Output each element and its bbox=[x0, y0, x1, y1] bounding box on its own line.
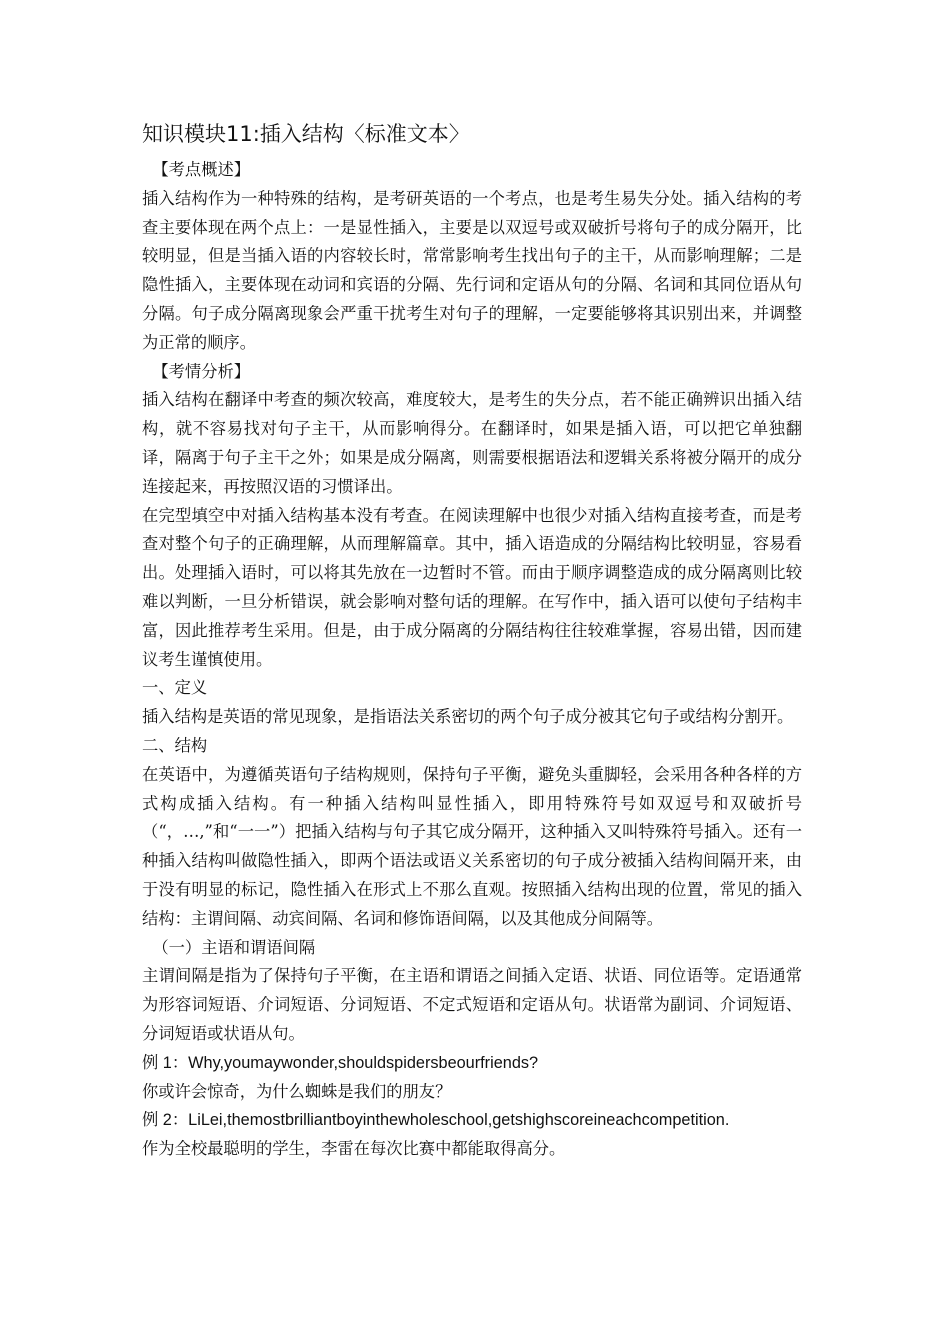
section-heading-overview: 【考点概述】 bbox=[142, 160, 251, 179]
paragraph-analysis-translation: 插入结构在翻译中考查的频次较高，难度较大，是考生的失分点，若不能正确辨识出插入结构，就不容易找对句子主干，从而影响得分。在翻译时，如果是插入语，可以把它单独翻译，隔离于句子主干之外；如果是成分隔离，则需要根据语法和逻辑关系将被分隔开的成分连接起来，再按照汉语的习惯译出。 bbox=[142, 390, 802, 496]
example-2-sentence: 例 2：LiLei,themostbrilliantboyinthewholeschool,getshighscoreineachcompetition. bbox=[142, 1111, 730, 1130]
section-heading-definition: 一、定义 bbox=[142, 678, 208, 698]
paragraph-analysis-reading: 在完型填空中对插入结构基本没有考查。在阅读理解中也很少对插入结构直接考查，而是考查对整个句子的正确理解，从而理解篇章。其中，插入语造成的分隔结构比较明显，容易看出。处理插入语时，可以将其先放在一边暂时不管。而由于顺序调整造成的成分隔离则比较难以判断，一旦分析错误，就会影响对整句话的理解。在写作中，插入语可以使句子结构丰富，因此推荐考生采用。但是，由于成分隔离的分隔结构往往较难掌握，容易出错，因而建议考生谨慎使用。 bbox=[142, 505, 802, 669]
paragraph-overview: 插入结构作为一种特殊的结构，是考研英语的一个考点，也是考生易失分处。插入结构的考查主要体现在两个点上：一是显性插入，主要是以双逗号或双破折号将句子的成分隔开，比较明显，但是当插入语的内容较长时，常常影响考生找出句子的主干，从而影响理解；二是隐性插入，主要体现在动词和宾语的分隔、先行词和定语从句的分隔、名词和其同位语从句分隔。句子成分隔离现象会严重干扰考生对句子的理解，一定要能够将其识别出来，并调整为正常的顺序。 bbox=[142, 188, 802, 352]
document-page bbox=[142, 118, 802, 1164]
document-title: 知识模块11:插入结构〈标准文本〉 bbox=[142, 122, 470, 146]
example-2-translation: 作为全校最聪明的学生，李雷在每次比赛中都能取得高分。 bbox=[142, 1139, 566, 1159]
subsection-heading-subject-predicate: （一）主语和谓语间隔 bbox=[142, 937, 316, 957]
example-1-sentence: 例 1：Why,youmaywonder,shouldspidersbeourfriends? bbox=[142, 1053, 539, 1072]
paragraph-structure: 在英语中，为遵循英语句子结构规则，保持句子平衡，避免头重脚轻，会采用各种各样的方式构成插入结构。有一种插入结构叫显性插入，即用特殊符号如双逗号和双破折号（“，…,”和“一一”）把插入结构与句子其它成分隔开，这种插入又叫特殊符号插入。还有一种插入结构叫做隐性插入，即两个语法或语义关系密切的句子成分被插入结构间隔开来，由于没有明显的标记，隐性插入在形式上不那么直观。按照插入结构出现的位置，常见的插入结构：主谓间隔、动宾间隔、名词和修饰语间隔，以及其他成分间隔等。 bbox=[142, 764, 802, 928]
paragraph-definition: 插入结构是英语的常见现象，是指语法关系密切的两个句子成分被其它句子或结构分割开。 bbox=[142, 707, 794, 727]
example-1-translation: 你或许会惊奇，为什么蜘蛛是我们的朋友？ bbox=[142, 1081, 452, 1101]
section-heading-analysis: 【考情分析】 bbox=[142, 361, 251, 381]
paragraph-subject-predicate: 主谓间隔是指为了保持句子平衡，在主语和谓语之间插入定语、状语、同位语等。定语通常为形容词短语、介词短语、分词短语、不定式短语和定语从句。状语常为副词、介词短语、分词短语或状语从句。 bbox=[142, 966, 802, 1043]
section-heading-structure: 二、结构 bbox=[142, 735, 208, 755]
